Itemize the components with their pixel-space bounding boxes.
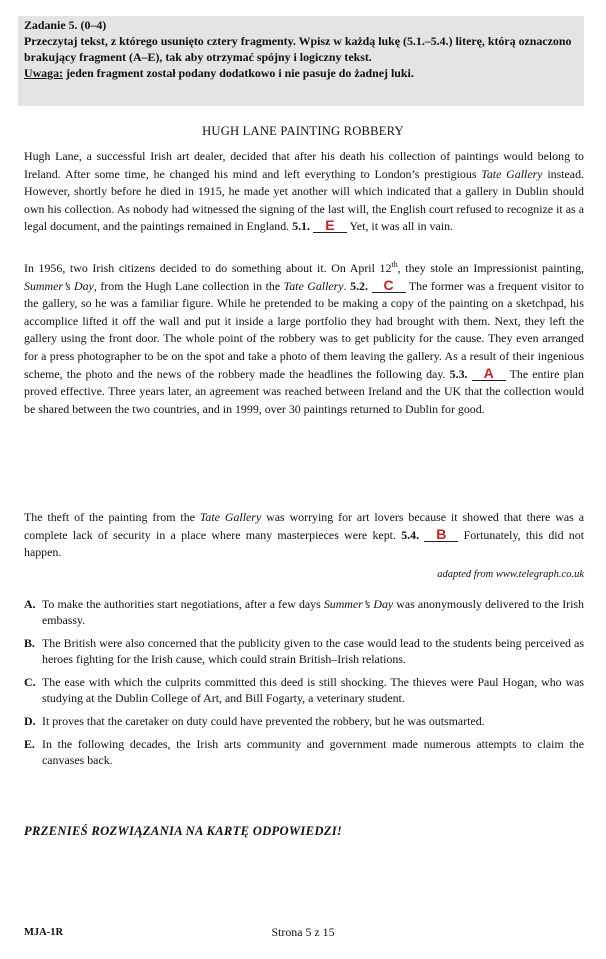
task-heading: Zadanie 5. (0–4) [24, 18, 107, 32]
task-note-text: jeden fragment został podany dodatkowo i nie pasuje do żadnej luki. [62, 66, 414, 80]
option-text: To make the authorities start negotiations, after a few days Summer’s Day was anonymously delivered to the Irish embassy. [42, 597, 584, 627]
option-e [24, 736, 584, 768]
gap-answer-5-1[interactable]: E [313, 218, 347, 233]
option-letter: B. [24, 636, 35, 650]
article-paragraph-2: In 1956, two Irish citizens decided to do something about it. On April 12th, they stole an Impressionist painting, Summer’s Day, from the Hugh Lane collection in the Tate Gallery. 5.2. C The former was a frequent visitor to the gallery, so he was a familiar figure. While he pretended to be making a copy of the painting on a sketchpad, his accomplice lifted it off the wall and put it inside a large portfolio they had brought with them. Next, they left the gallery using the front door. The whole point of the robbery was to get publicity for the cause. They even arranged for a press photographer to be on the spot and take a photo of them leaving the gallery. As a result of their ingenious scheme, the photo and the news of the robbery made the headlines the following day. 5.3. A The entire plan proved effective. Three years later, an agreement was reached between Ireland and the UK that the collection would be shared between the two countries, and in 1999, over 30 paintings returned to Dublin for good. [24, 260, 585, 416]
option-text: The British were also concerned that the publicity given to the case would lead to the students being perceived as heroes fighting for the Irish cause, which could strain British–Irish relations. [42, 636, 584, 666]
gap-answer-5-4[interactable]: B [424, 527, 458, 542]
task-note-label: Uwaga: [24, 66, 63, 80]
gap-label-5-2: 5.2. [350, 278, 368, 293]
transfer-instruction: PRZENIEŚ ROZWIĄZANIA NA KARTĘ ODPOWIEDZI! [24, 824, 343, 838]
option-c [24, 674, 584, 706]
option-b [24, 635, 584, 667]
answer-options [24, 596, 584, 775]
option-letter: A. [24, 597, 36, 611]
page-number: Strona 5 z 15 [271, 925, 335, 939]
option-text: It proves that the caretaker on duty could have prevented the robbery, but he was outsmarted. [42, 714, 485, 728]
task-instruction: Przeczytaj tekst, z którego usunięto cztery fragmenty. Wpisz w każdą lukę (5.1.–5.4.) literę, którą oznaczono brakujący fragment (A–E), tak aby otrzymać spójny i logiczny tekst. [24, 34, 572, 64]
gap-label-5-3: 5.3. [449, 366, 468, 381]
article-source: adapted from www.telegraph.co.uk [437, 569, 584, 580]
exam-code: MJA-1R [24, 927, 64, 938]
option-letter: C. [24, 675, 36, 689]
option-text: In the following decades, the Irish arts community and government made numerous attempts to claim the canvases back. [42, 737, 584, 767]
task-note [24, 65, 584, 81]
option-a [24, 596, 584, 628]
gap-label-5-4: 5.4. [401, 527, 420, 542]
option-letter: E. [24, 737, 35, 751]
gap-label-5-1: 5.1. [292, 219, 310, 234]
article-paragraph-3: The theft of the painting from the Tate Gallery was worrying for art lovers because it showed that there was a complete lack of security in a place where many masterpieces were kept. 5.4. B Fortunately, this did not happen. [24, 510, 584, 560]
task-header [24, 17, 584, 81]
gap-answer-5-3[interactable]: A [472, 366, 506, 381]
option-letter: D. [24, 714, 36, 728]
option-d [24, 713, 584, 729]
article-paragraph-1: Hugh Lane, a successful Irish art dealer, decided that after his death his collection of paintings would belong to Ireland. After some time, he changed his mind and left everything to London’s prestigious Tate Gallery instead. However, shortly before he died in 1915, he made yet another will which indicated that a gallery in Dublin should own his collection. As nobody had witnessed the signing of the last will, the English court refused to recognize it as a legal document, and the paintings remained in England. 5.1. E Yet, it was all in vain. [24, 149, 584, 234]
gap-answer-5-2[interactable]: C [372, 278, 406, 293]
option-text: The ease with which the culprits committed this deed is still shocking. The thieves were Paul Hogan, who was studying at the Dublin College of Art, and Bill Fogarty, a veterinary student. [42, 675, 584, 705]
article-title: HUGH LANE PAINTING ROBBERY [202, 124, 404, 138]
